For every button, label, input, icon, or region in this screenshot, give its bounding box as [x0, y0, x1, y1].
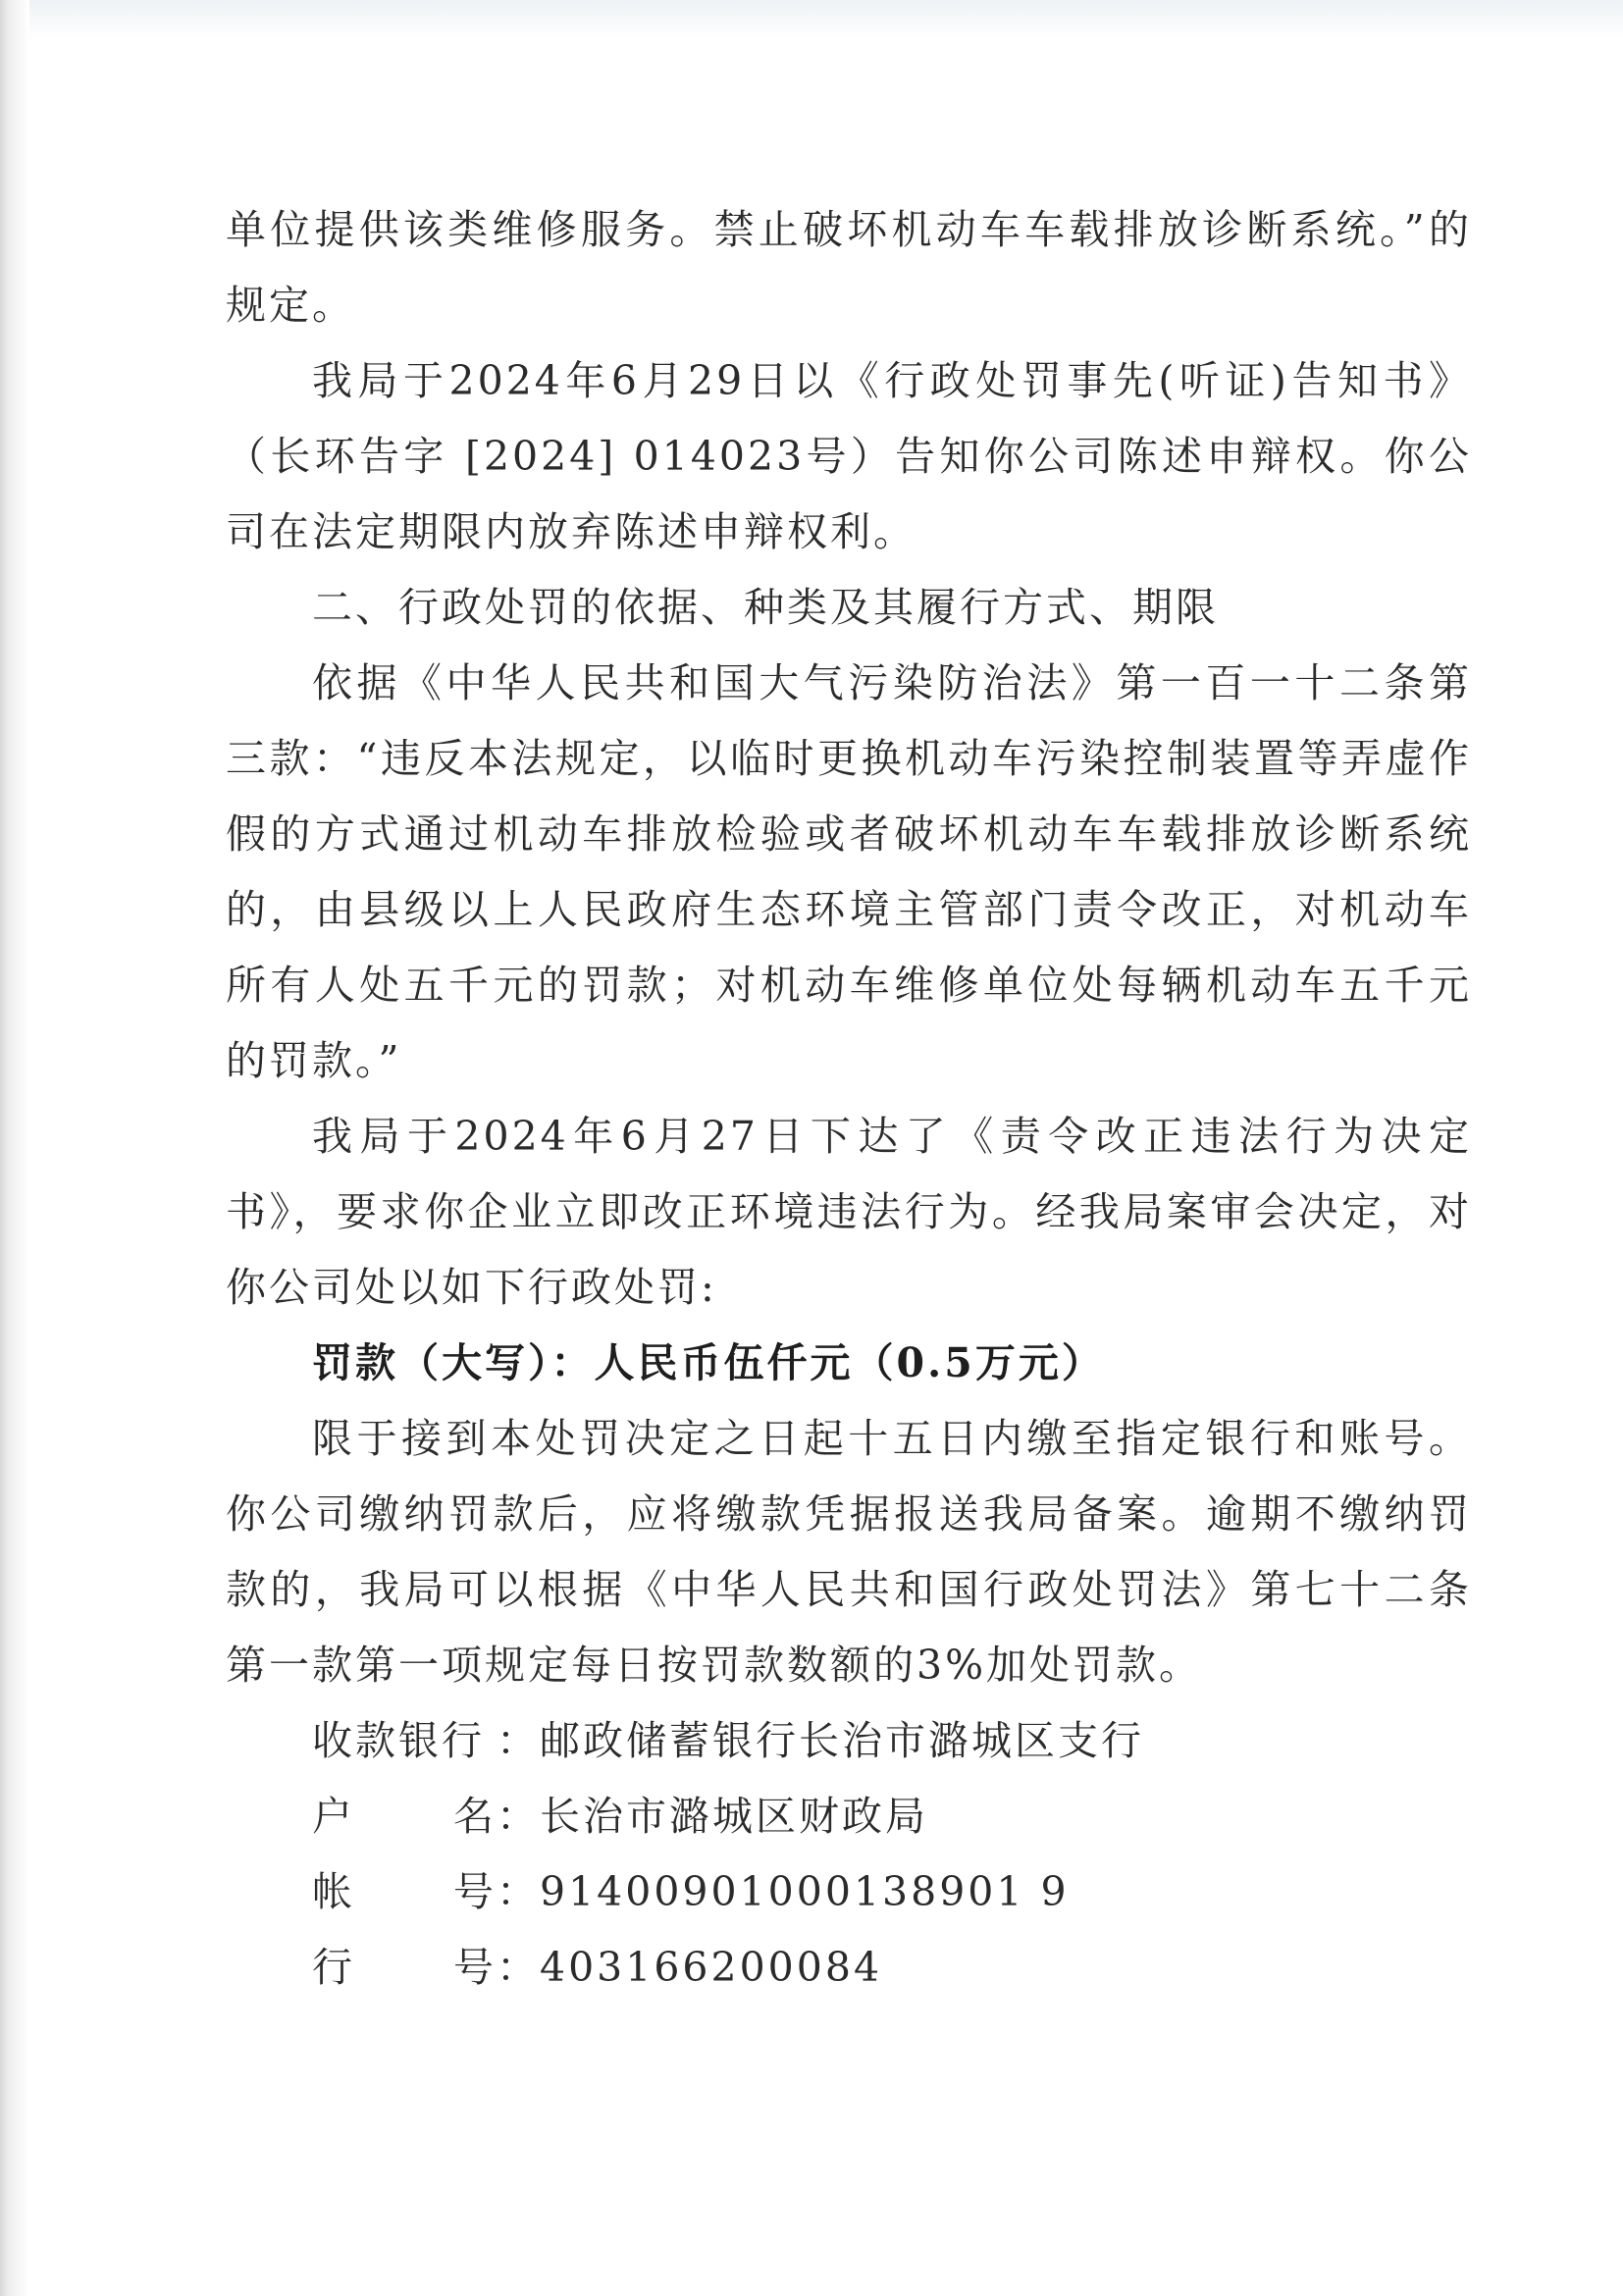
- bank-code-label: [312, 1930, 497, 2006]
- document-page: [226, 192, 1472, 2006]
- paragraph-payment-instructions: 限于接到本处罚决定之日起十五日内缴至指定银行和账号。你公司缴纳罚款后，应将缴款凭据报送我局备案。逾期不缴纳罚款的，我局可以根据《中华人民共和国行政处罚法》第七十二条第一款第一项规定每日按罚款数额的3%加处罚款。: [226, 1415, 1472, 1689]
- paragraph-notice: 我局于2024年6月29日以《行政处罚事先(听证)告知书》（长环告字 [2024] 014023号）告知你公司陈述申辩权。你公司在法定期限内放弃陈述申辩权利。: [226, 357, 1472, 555]
- bank-code-colon: ：: [497, 1944, 540, 1991]
- paragraph-decision: 我局于2024年6月27日下达了《责令改正违法行为决定书》，要求你企业立即改正环境违法行为。经我局案审会决定，对你公司处以如下行政处罚:: [226, 1113, 1472, 1311]
- bank-value: 邮政储蓄银行长治市潞城区支行: [540, 1717, 1144, 1764]
- account-number-label-char-2: 号: [453, 1868, 497, 1915]
- paragraph-legal-basis: 依据《中华人民共和国大气污染防治法》第一百一十二条第三款：“违反本法规定，以临时更换机动车污染控制装置等弄虚作假的方式通过机动车排放检验或者破坏机动车车载排放诊断系统的，由县级以上人民政府生态环境主管部门责令改正，对机动车所有人处五千元的罚款；对机动车维修单位处每辆机动车五千元的罚款。”: [226, 659, 1472, 1084]
- account-name-label-cell: [312, 1779, 540, 1854]
- account-number-label-cell: [312, 1854, 540, 1930]
- account-name-label-char-1: 户: [312, 1793, 355, 1840]
- account-number-row: [226, 1854, 1472, 1930]
- bank-label: 收款银行: [312, 1717, 485, 1764]
- account-name-label: [312, 1779, 497, 1854]
- bank-colon: ：: [497, 1717, 540, 1764]
- bank-label-cell: [312, 1703, 540, 1779]
- account-name-row: [226, 1779, 1472, 1854]
- account-number-colon: ：: [497, 1868, 540, 1915]
- bank-code-label-cell: [312, 1930, 540, 2006]
- bank-code-row: [226, 1930, 1472, 2006]
- account-name-label-char-2: 名: [453, 1793, 497, 1840]
- scan-top-shading: [0, 0, 1623, 39]
- account-number-label-char-1: 帐: [312, 1868, 355, 1915]
- bank-code-label-char-2: 号: [453, 1944, 497, 1991]
- bank-row: [226, 1703, 1472, 1779]
- scan-left-edge-shading: [0, 0, 29, 2296]
- bank-code-value: 403166200084: [540, 1944, 883, 1991]
- account-number-value: 91400901000138901 9: [540, 1868, 1070, 1915]
- account-number-label: [312, 1854, 497, 1930]
- bank-code-label-char-1: 行: [312, 1944, 355, 1991]
- section-heading-basis: 二、行政处罚的依据、种类及其履行方式、期限: [312, 584, 1219, 631]
- paragraph-continuation: 单位提供该类维修服务。禁止破坏机动车车载排放诊断系统。”的规定。: [226, 206, 1472, 329]
- account-name-value: 长治市潞城区财政局: [540, 1793, 928, 1840]
- fine-amount: 罚款（大写）：人民币伍仟元（0.5万元）: [312, 1339, 1105, 1386]
- account-name-colon: ：: [497, 1793, 540, 1840]
